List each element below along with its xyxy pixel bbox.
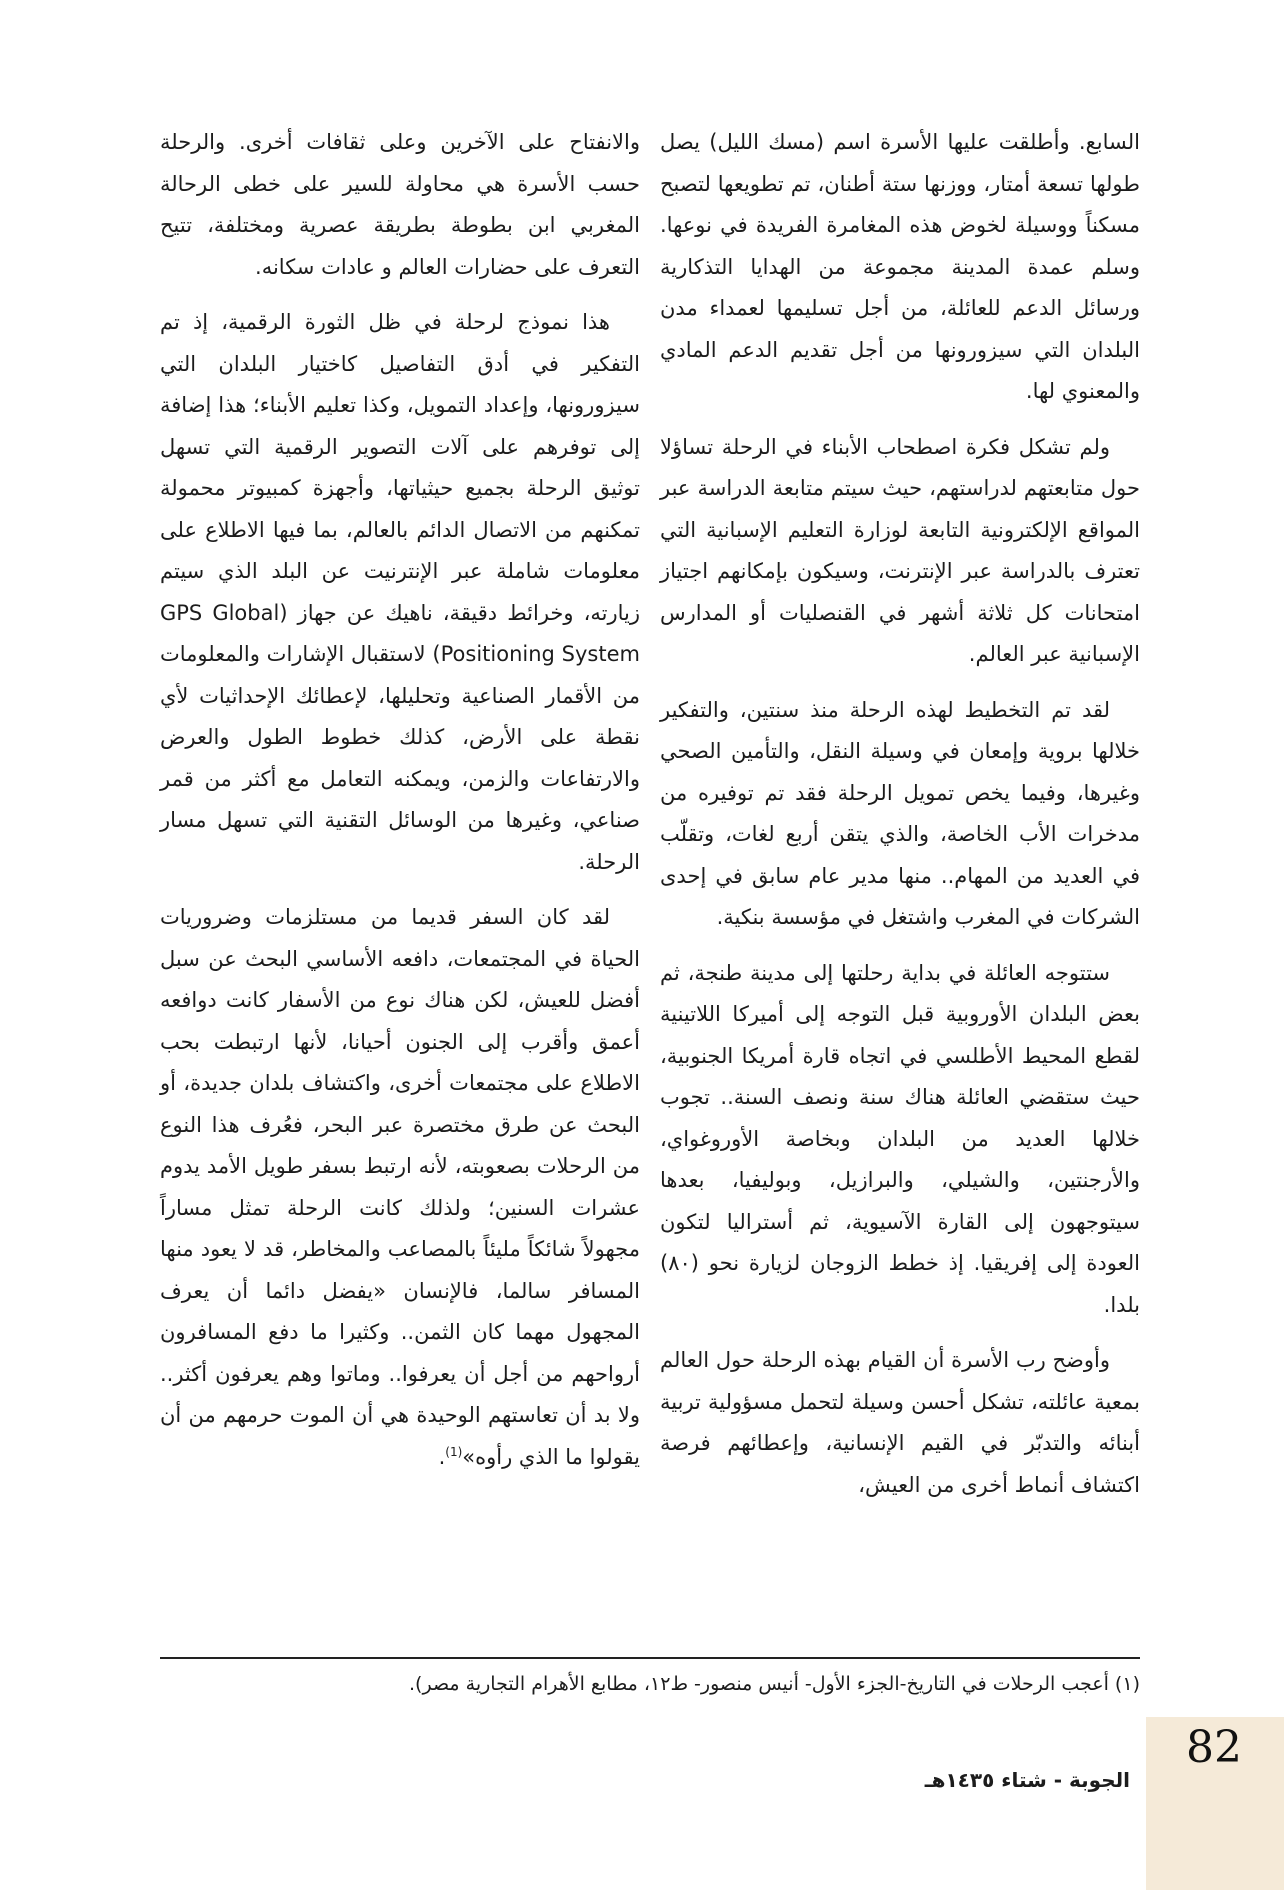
page-number: 82 [1186,1722,1242,1773]
paragraph: لقد تم التخطيط لهذه الرحلة منذ سنتين، والتفكير خلالها بروية وإمعان في وسيلة النقل، والتأمين الصحي وغيرها، وفيما يخص تمويل الرحلة فقد تم توفيره من مدخرات الأب الخاصة، والذي يتقن أربع لغات، وتقلّب في العديد من المهام.. منها مدير عام سابق في إحدى الشركات في المغرب واشتغل في مؤسسة بنكية. [660,697,1140,929]
paragraph: والانفتاح على الآخرين وعلى ثقافات أخرى. والرحلة حسب الأسرة هي محاولة للسير على خطى الرحالة المغربي ابن بطوطة بطريقة عصرية ومختلفة، تتيح التعرف على حضارات العالم و عادات سكانه. [160,130,640,279]
paragraph-with-citation: لقد كان السفر قديما من مستلزمات وضروريات الحياة في المجتمعات، دافعه الأساسي البحث عن سبل أفضل للعيش، لكن هناك نوع من الأسفار كانت دوافعه أعمق وأقرب إلى الجنون أحيانا، لأنها ارتبطت بحب الاطلاع على مجتمعات أخرى، واكتشاف بلدان جديدة، أو البحث عن طرق مختصرة عبر البحر، فعُرف هذا النوع من الرحلات بصعوبته، لأنه ارتبط بسفر طويل الأمد يدوم عشرات السنين؛ ولذلك كانت الرحلة تمثل مساراً مجهولاً شائكاً مليئاً بالمصاعب والمخاطر، قد لا يعود منها المسافر سالما، فالإنسان «يفضل دائما أن يعرف المجهول مهما كان الثمن.. وكثيرا ما دفع المسافرون أرواحهم من أجل أن يعرفوا.. وماتوا وهم يعرفون أكثر.. ولا بد أن تعاستهم الوحيدة هي أن الموت حرمهم من أن يقولوا ما الذي رأوه»$^{(1)}$. [160,905,640,1469]
paragraph-text: لقد كان السفر قديما من مستلزمات وضروريات الحياة في المجتمعات، دافعه الأساسي البحث عن سبل أفضل للعيش، لكن هناك نوع من الأسفار كانت دوافعه أعمق وأقرب إلى الجنون أحيانا، لأنها ارتبطت بحب الاطلاع على مجتمعات أخرى، واكتشاف بلدان جديدة، أو البحث عن طرق مختصرة عبر البحر، فعُرف هذا النوع من الرحلات بصعوبته، لأنه ارتبط بسفر طويل الأمد يدوم عشرات السنين؛ ولذلك كانت الرحلة تمثل مساراً مجهولاً شائكاً مليئاً بالمصاعب والمخاطر، قد لا يعود منها المسافر سالما، فالإنسان «يفضل دائما أن يعرف المجهول مهما كان الثمن.. وكثيرا ما دفع المسافرون أرواحهم من أجل أن يعرفوا.. وماتوا وهم يعرفون أكثر.. ولا بد أن تعاستهم الوحيدة هي أن الموت حرمهم من أن يقولوا ما الذي رأوه» [160,905,640,1469]
footnote-marker: (1) [445,1444,463,1459]
magazine-issue-info: الجوبة - شتاء ١٤٣٥هـ [924,1768,1130,1792]
paragraph: السابع. وأطلقت عليها الأسرة اسم (مسك الليل) يصل طولها تسعة أمتار، ووزنها ستة أطنان، تم تطويعها لتصبح مسكناً ووسيلة لخوض هذه المغامرة الفريدة في نوعها. وسلم عمدة المدينة مجموعة من الهدايا التذكارية ورسائل الدعم للعائلة، من أجل تسليمها لعمداء مدن البلدان التي سيزورونها من أجل تقديم الدعم المادي والمعنوي لها. [660,130,1140,403]
footnote: (١) أعجب الرحلات في التاريخ-الجزء الأول- أنيس منصور- ط١٢، مطابع الأهرام التجارية مصر). [409,1673,1140,1695]
paragraph: ولم تشكل فكرة اصطحاب الأبناء في الرحلة تساؤلا حول متابعتهم لدراستهم، حيث سيتم متابعة الدراسة عبر المواقع الإلكترونية التابعة لوزارة التعليم الإسبانية التي تعترف بالدراسة عبر الإنترنت، وسيكون بإمكانهم اجتياز امتحانات كل ثلاثة أشهر في القنصليات أو المدارس الإسبانية عبر العالم. [660,434,1140,666]
footnote-divider [160,1657,1140,1659]
paragraph: وأوضح رب الأسرة أن القيام بهذه الرحلة حول العالم بمعية عائلته، تشكل أحسن وسيلة لتحمل مسؤولية تربية أبنائه والتدبّر في القيم الإنسانية، وإعطائهم فرصة اكتشاف أنماط أخرى من العيش، [660,1348,1140,1497]
article-column-right [660,122,1140,1520]
paragraph: ستتوجه العائلة في بداية رحلتها إلى مدينة طنجة، ثم بعض البلدان الأوروبية قبل التوجه إلى أميركا اللاتينية لقطع المحيط الأطلسي في اتجاه قارة أمريكا الجنوبية، حيث ستقضي العائلة هناك سنة ونصف السنة.. تجوب خلالها العديد من البلدان وبخاصة الأوروغواي، والأرجنتين، والشيلي، والبرازيل، وبوليفيا، بعدها سيتوجهون إلى القارة الآسيوية، ثم أستراليا لتكون العودة إلى إفريقيا. إذ خطط الزوجان لزيارة نحو (٨٠) بلدا. [660,960,1140,1317]
paragraph: هذا نموذج لرحلة في ظل الثورة الرقمية، إذ تم التفكير في أدق التفاصيل كاختيار البلدان التي سيزورونها، وإعداد التمويل، وكذا تعليم الأبناء؛ هذا إضافة إلى توفرهم على آلات التصوير الرقمية التي تسهل توثيق الرحلة بجميع حيثياتها، وأجهزة كمبيوتر محمولة تمكنهم من الاتصال الدائم بالعالم، بما فيها الاطلاع على معلومات شاملة عبر الإنترنيت عن البلد الذي سيتم زيارته، وخرائط دقيقة، ناهيك عن جهاز (GPS Global Positioning System) لاستقبال الإشارات والمعلومات من الأقمار الصناعية وتحليلها، لإعطائك الإحداثيات لأي نقطة على الأرض، كذلك خطوط الطول والعرض والارتفاعات والزمن، ويمكنه التعامل مع أكثر من قمر صناعي، وغيرها من الوسائل التقنية التي تسهل مسار الرحلة. [160,310,640,874]
article-column-left [160,122,640,1492]
